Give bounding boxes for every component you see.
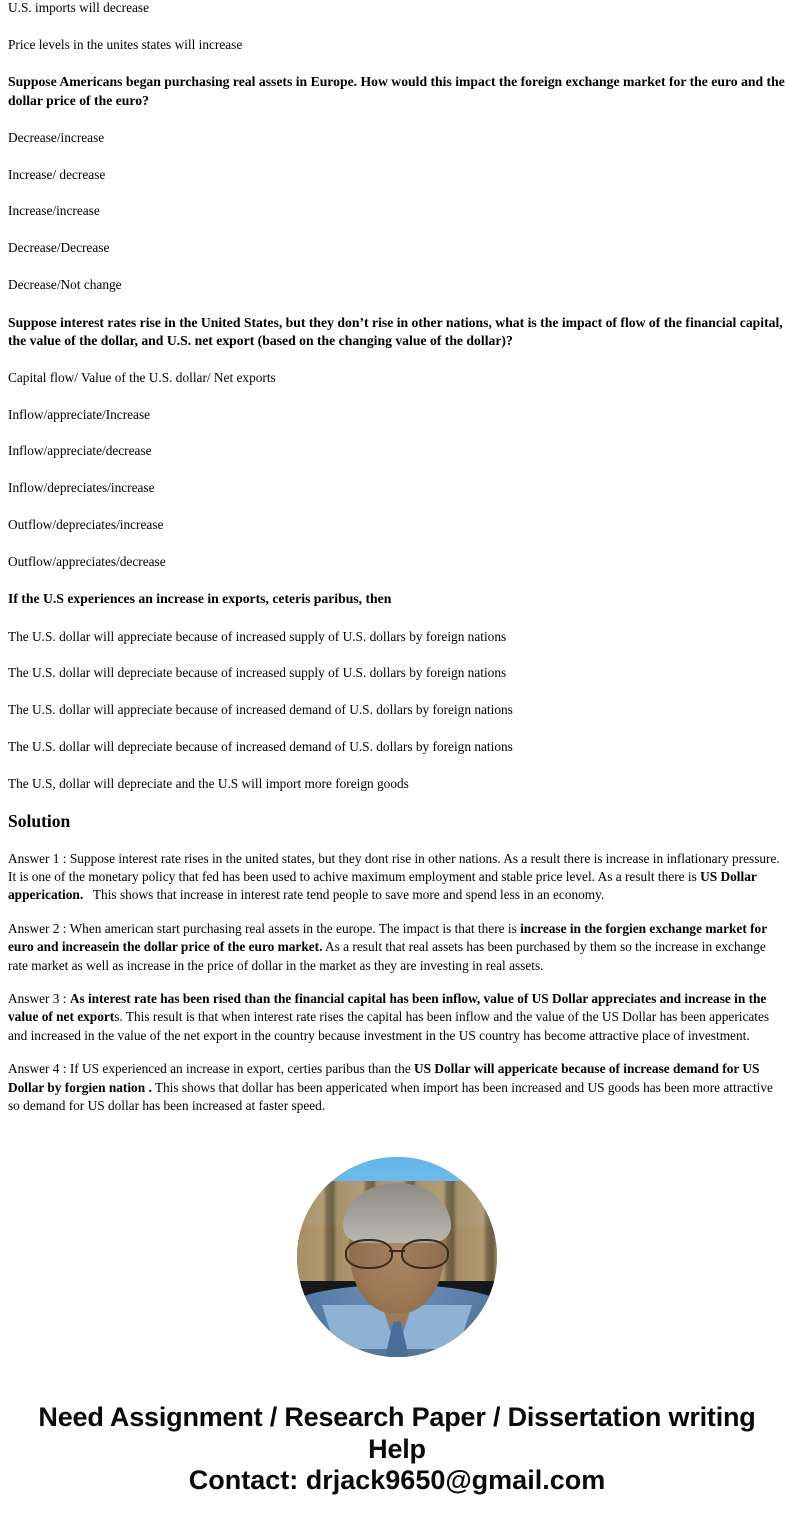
option-item: Inflow/depreciates/increase [8, 480, 155, 496]
answer-text-part-2: This shows that increase in interest rate tend people to save more and spend less in an economy. [83, 887, 605, 903]
option-item: Inflow/appreciate/decrease [8, 443, 152, 459]
answer-emphasis: As interest rate has been rised than the financial capital has been inflow, value of US Dollar appreciates and increase in the value of net export [8, 991, 767, 1025]
option-item: Increase/increase [8, 203, 100, 219]
option-item: Outflow/appreciates/decrease [8, 553, 166, 569]
option-item: The U.S, dollar will depreciate and the U.S will import more foreign goods [8, 775, 409, 791]
answer-emphasis: US Dollar will appericate because of increase demand for US Dollar by forgien nation . [8, 1061, 760, 1095]
cta-headline: Need Assignment / Research Paper / Dissertation writing Help [38, 1402, 756, 1464]
answer-label: Answer 3 : [8, 991, 70, 1006]
option-item: Outflow/depreciates/increase [8, 516, 164, 532]
question-3-options [8, 370, 786, 569]
avatar-container [8, 1157, 786, 1357]
answer-label: Answer 1 : [8, 850, 70, 866]
answer-text-part-2: As a result that real assets has been purchased by them so the increase in exchange rate market as well as increase in the price of dollar in the market as they are investing in real assets. [8, 939, 766, 973]
option-item: U.S. imports will decrease [8, 0, 150, 15]
answer-emphasis: increase in the forgien exchange market for euro and increasein the dollar price of the euro market. [8, 920, 767, 955]
glasses-icon [345, 1239, 449, 1265]
answer-text-part-1: When american start purchasing real assets in the europe. The impact is that there is [69, 920, 521, 936]
answer-paragraph [8, 920, 786, 975]
option-item: Decrease/increase [8, 129, 105, 145]
option-column-header: Capital flow/ Value of the U.S. dollar/ Net exports [8, 370, 276, 386]
answer-text-part-2: s. This result is that when interest rate rises the capital has been inflow and the value of the US Dollar has been appericates and increased in the value of the net export in the country because investment in the US country has become attractive place of investment. [8, 1009, 770, 1043]
question-2-options [8, 130, 786, 293]
answer-label: Answer 2 : [8, 920, 70, 936]
answer-paragraph [8, 990, 786, 1045]
option-item: The U.S. dollar will appreciate because of increased demand of U.S. dollars by foreign nations [8, 702, 513, 718]
answer-emphasis: US Dollar apperication. [8, 868, 757, 903]
option-item: Price levels in the unites states will increase [8, 36, 243, 52]
option-item: The U.S. dollar will depreciate because of increased supply of U.S. dollars by foreign nations [8, 665, 507, 681]
cta-contact: Contact: drjack9650@gmail.com [188, 1465, 606, 1496]
option-item: Decrease/Decrease [8, 240, 110, 256]
option-item: The U.S. dollar will depreciate because of increased demand of U.S. dollars by foreign nations [8, 738, 513, 754]
question-prompt: Suppose interest rates rise in the United States, but they don’t rise in other nations, what is the impact of flow of the financial capital, the value of the dollar, and U.S. net export (based on the changing value of the dollar)? [8, 314, 783, 348]
cta-block [8, 1402, 786, 1496]
option-item: Decrease/Not change [8, 276, 122, 292]
question-prompt: Suppose Americans began purchasing real assets in Europe. How would this impact the foreign exchange market for the euro and the dollar price of the euro? [8, 74, 785, 108]
answer-text-part-1: Suppose interest rate rises in the united states, but they dont rise in other nations. As a result there is increase in inflationary pressure. It is one of the monetary policy that fed has been used to achive maximum employment and stable price level. As a result there is [8, 850, 780, 884]
answer-text-part-2: This shows that dollar has been appericated when import has been increased and US goods has been more attractive so demand for US dollar has been increased at faster speed. [8, 1079, 773, 1114]
question-prompt: If the U.S experiences an increase in exports, ceteris paribus, then [8, 591, 392, 607]
answer-text-part-1: If US experienced an increase in export, certies paribus than the [69, 1061, 414, 1077]
avatar [297, 1157, 497, 1357]
question-4-options [8, 629, 786, 792]
answer-paragraph [8, 850, 786, 905]
option-item: Increase/ decrease [8, 166, 106, 182]
answer-paragraph [8, 1060, 786, 1115]
answer-label: Answer 4 : [8, 1061, 70, 1077]
option-item: Inflow/appreciate/Increase [8, 406, 151, 422]
option-item: The U.S. dollar will appreciate because of increased supply of U.S. dollars by foreign nations [8, 628, 507, 644]
avatar-lens-left [345, 1239, 393, 1269]
solution-heading: Solution [8, 811, 71, 832]
avatar-lens-right [401, 1239, 449, 1269]
avatar-glasses-bridge [389, 1250, 406, 1252]
top-options-list [8, 0, 786, 52]
